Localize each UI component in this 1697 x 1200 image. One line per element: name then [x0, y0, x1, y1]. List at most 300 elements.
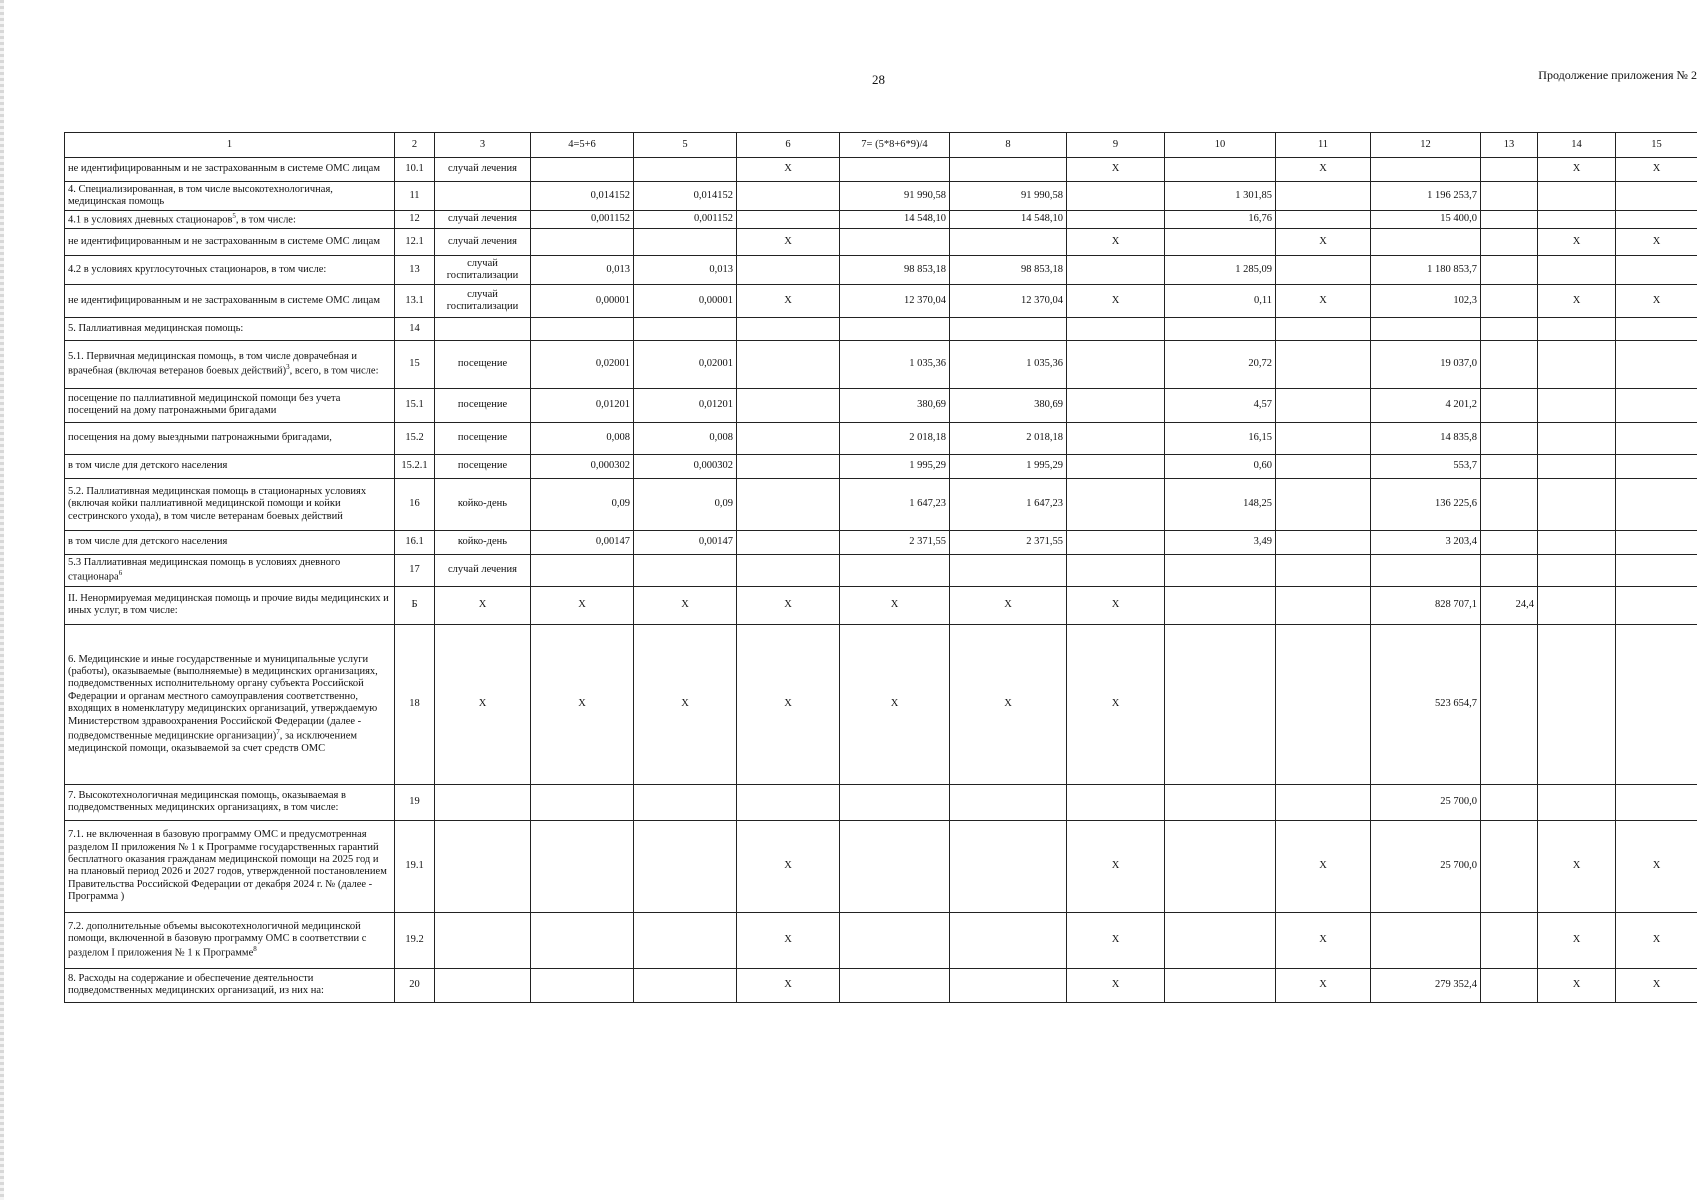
- value-cell-c5: [634, 820, 737, 912]
- value-cell-c11: [1276, 255, 1371, 284]
- value-cell-c9: [1067, 554, 1165, 586]
- value-cell-c5: 0,000302: [634, 454, 737, 478]
- value-cell-c6: [737, 340, 840, 388]
- unit-cell: случай госпитализации: [435, 284, 531, 317]
- value-cell-c10: 16,76: [1165, 211, 1276, 229]
- value-cell-c6: [737, 554, 840, 586]
- value-cell-c7: [840, 912, 950, 968]
- value-cell-c11: [1276, 182, 1371, 211]
- value-cell-c7: 2 018,18: [840, 422, 950, 454]
- value-cell-c11: X: [1276, 158, 1371, 182]
- column-number: 10: [1165, 133, 1276, 158]
- value-cell-c9: [1067, 530, 1165, 554]
- value-cell-c6: [737, 530, 840, 554]
- row-code: 19.2: [395, 912, 435, 968]
- value-cell-c9: [1067, 340, 1165, 388]
- row-description: 4.2 в условиях круглосуточных стационаров, в том числе:: [65, 255, 395, 284]
- value-cell-c14: X: [1538, 284, 1616, 317]
- value-cell-c7: 1 995,29: [840, 454, 950, 478]
- row-code: 13.1: [395, 284, 435, 317]
- value-cell-c11: [1276, 211, 1371, 229]
- value-cell-c15: [1616, 422, 1697, 454]
- value-cell-c4: 0,014152: [531, 182, 634, 211]
- column-number: 3: [435, 133, 531, 158]
- data-table: [64, 132, 1697, 1003]
- value-cell-c10: [1165, 968, 1276, 1002]
- column-number: 12: [1371, 133, 1481, 158]
- value-cell-c15: X: [1616, 820, 1697, 912]
- value-cell-c7: 380,69: [840, 388, 950, 422]
- row-description: 6. Медицинские и иные государственные и муниципальные услуги (работы), оказываемые (выполняемые) в медицинских организациях, подведомственных исполнительному органу субъекта Российской Федерации и органам местного самоуправления соответственно, входящих в номенклатуру медицинских организаций, утверждаемую Министерством здравоохранения Российской Федерации (далее - подведомственные медицинские организации)$^7$, за исключением медицинской помощи, оказываемой за счет средств ОМС: [65, 624, 395, 784]
- footnote-mark: 8: [253, 945, 257, 954]
- value-cell-c8: [950, 158, 1067, 182]
- row-description: 5.1. Первичная медицинская помощь, в том числе доврачебная и врачебная (включая ветеранов боевых действий)$^3$, всего, в том числе:: [65, 340, 395, 388]
- table-row: [65, 912, 1697, 968]
- value-cell-c4: X: [531, 624, 634, 784]
- value-cell-c6: [737, 422, 840, 454]
- unit-cell: случай лечения: [435, 554, 531, 586]
- value-cell-c14: [1538, 317, 1616, 340]
- table-row: [65, 968, 1697, 1002]
- value-cell-c5: 0,013: [634, 255, 737, 284]
- value-cell-c8: 14 548,10: [950, 211, 1067, 229]
- value-cell-c15: [1616, 554, 1697, 586]
- footnote-mark: 7: [276, 727, 280, 736]
- value-cell-c13: [1481, 624, 1538, 784]
- value-cell-c4: [531, 554, 634, 586]
- value-cell-c5: X: [634, 624, 737, 784]
- column-number-row: [65, 133, 1697, 158]
- value-cell-c8: 1 035,36: [950, 340, 1067, 388]
- value-cell-c13: [1481, 388, 1538, 422]
- value-cell-c4: [531, 912, 634, 968]
- value-cell-c14: X: [1538, 968, 1616, 1002]
- row-code: 14: [395, 317, 435, 340]
- value-cell-c14: [1538, 454, 1616, 478]
- value-cell-c6: [737, 211, 840, 229]
- value-cell-c8: 91 990,58: [950, 182, 1067, 211]
- value-cell-c15: [1616, 255, 1697, 284]
- value-cell-c11: [1276, 478, 1371, 530]
- value-cell-c11: [1276, 340, 1371, 388]
- value-cell-c14: [1538, 388, 1616, 422]
- row-description: в том числе для детского населения: [65, 530, 395, 554]
- unit-cell: [435, 182, 531, 211]
- footnote-mark: 6: [118, 569, 123, 578]
- value-cell-c9: [1067, 211, 1165, 229]
- value-cell-c9: [1067, 255, 1165, 284]
- value-cell-c5: 0,09: [634, 478, 737, 530]
- row-description: 7. Высокотехнологичная медицинская помощь, оказываемая в подведомственных медицинских организациях, в том числе:: [65, 784, 395, 820]
- value-cell-c11: [1276, 422, 1371, 454]
- value-cell-c12: 25 700,0: [1371, 820, 1481, 912]
- value-cell-c6: X: [737, 912, 840, 968]
- value-cell-c6: [737, 388, 840, 422]
- row-description: II. Ненормируемая медицинская помощь и прочие виды медицинских и иных услуг, в том числе:: [65, 586, 395, 624]
- value-cell-c7: X: [840, 624, 950, 784]
- table-row: [65, 784, 1697, 820]
- value-cell-c4: 0,000302: [531, 454, 634, 478]
- value-cell-c14: [1538, 182, 1616, 211]
- table-row: [65, 158, 1697, 182]
- value-cell-c4: [531, 968, 634, 1002]
- value-cell-c13: [1481, 182, 1538, 211]
- unit-cell: [435, 968, 531, 1002]
- value-cell-c4: 0,09: [531, 478, 634, 530]
- value-cell-c6: X: [737, 228, 840, 255]
- row-description: 7.2. дополнительные объемы высокотехнологичной медицинской помощи, включенной в базовую программу ОМС в соответствии с разделом I приложения № 1 к Программе$^8$: [65, 912, 395, 968]
- value-cell-c7: [840, 317, 950, 340]
- unit-cell: [435, 317, 531, 340]
- table-row: [65, 255, 1697, 284]
- value-cell-c14: [1538, 554, 1616, 586]
- value-cell-c13: [1481, 820, 1538, 912]
- value-cell-c7: 1 647,23: [840, 478, 950, 530]
- value-cell-c7: 1 035,36: [840, 340, 950, 388]
- value-cell-c14: [1538, 422, 1616, 454]
- value-cell-c9: X: [1067, 586, 1165, 624]
- column-number: 2: [395, 133, 435, 158]
- value-cell-c6: X: [737, 586, 840, 624]
- value-cell-c12: [1371, 317, 1481, 340]
- value-cell-c6: X: [737, 158, 840, 182]
- value-cell-c5: 0,02001: [634, 340, 737, 388]
- value-cell-c6: [737, 478, 840, 530]
- value-cell-c15: [1616, 211, 1697, 229]
- value-cell-c10: 0,11: [1165, 284, 1276, 317]
- value-cell-c14: [1538, 586, 1616, 624]
- value-cell-c11: [1276, 586, 1371, 624]
- value-cell-c15: [1616, 530, 1697, 554]
- value-cell-c14: X: [1538, 228, 1616, 255]
- value-cell-c13: [1481, 478, 1538, 530]
- row-description: 5. Паллиативная медицинская помощь:: [65, 317, 395, 340]
- value-cell-c9: X: [1067, 912, 1165, 968]
- row-description: в том числе для детского населения: [65, 454, 395, 478]
- value-cell-c6: [737, 182, 840, 211]
- row-code: 20: [395, 968, 435, 1002]
- value-cell-c11: [1276, 624, 1371, 784]
- value-cell-c5: [634, 317, 737, 340]
- row-description: не идентифицированным и не застрахованным в системе ОМС лицам: [65, 284, 395, 317]
- value-cell-c6: [737, 454, 840, 478]
- value-cell-c14: X: [1538, 912, 1616, 968]
- value-cell-c15: X: [1616, 284, 1697, 317]
- value-cell-c7: [840, 784, 950, 820]
- value-cell-c5: [634, 228, 737, 255]
- value-cell-c13: [1481, 554, 1538, 586]
- value-cell-c11: X: [1276, 820, 1371, 912]
- row-code: 18: [395, 624, 435, 784]
- value-cell-c10: [1165, 158, 1276, 182]
- value-cell-c12: 3 203,4: [1371, 530, 1481, 554]
- value-cell-c9: [1067, 317, 1165, 340]
- value-cell-c12: 25 700,0: [1371, 784, 1481, 820]
- row-code: 15.2: [395, 422, 435, 454]
- value-cell-c10: [1165, 912, 1276, 968]
- value-cell-c5: 0,014152: [634, 182, 737, 211]
- table-row: [65, 422, 1697, 454]
- row-code: 16.1: [395, 530, 435, 554]
- value-cell-c5: X: [634, 586, 737, 624]
- column-number: 7= (5*8+6*9)/4: [840, 133, 950, 158]
- value-cell-c4: 0,01201: [531, 388, 634, 422]
- continuation-label: Продолжение приложения № 2: [1538, 68, 1697, 82]
- value-cell-c4: 0,00147: [531, 530, 634, 554]
- value-cell-c7: [840, 554, 950, 586]
- value-cell-c6: [737, 784, 840, 820]
- row-code: 12.1: [395, 228, 435, 255]
- value-cell-c5: 0,00001: [634, 284, 737, 317]
- value-cell-c6: X: [737, 624, 840, 784]
- value-cell-c4: 0,008: [531, 422, 634, 454]
- column-number: 8: [950, 133, 1067, 158]
- value-cell-c9: X: [1067, 228, 1165, 255]
- value-cell-c6: [737, 255, 840, 284]
- unit-cell: посещение: [435, 340, 531, 388]
- row-code: 19.1: [395, 820, 435, 912]
- value-cell-c4: [531, 228, 634, 255]
- value-cell-c15: X: [1616, 228, 1697, 255]
- value-cell-c10: 16,15: [1165, 422, 1276, 454]
- column-number: 11: [1276, 133, 1371, 158]
- value-cell-c9: X: [1067, 968, 1165, 1002]
- table-row: [65, 388, 1697, 422]
- row-description: 8. Расходы на содержание и обеспечение деятельности подведомственных медицинских организаций, из них на:: [65, 968, 395, 1002]
- value-cell-c15: X: [1616, 968, 1697, 1002]
- value-cell-c9: [1067, 454, 1165, 478]
- unit-cell: койко-день: [435, 478, 531, 530]
- value-cell-c11: [1276, 530, 1371, 554]
- value-cell-c12: [1371, 158, 1481, 182]
- value-cell-c12: [1371, 912, 1481, 968]
- value-cell-c4: X: [531, 586, 634, 624]
- value-cell-c4: 0,02001: [531, 340, 634, 388]
- value-cell-c15: [1616, 624, 1697, 784]
- value-cell-c5: [634, 912, 737, 968]
- value-cell-c5: 0,008: [634, 422, 737, 454]
- value-cell-c15: X: [1616, 912, 1697, 968]
- row-code: 17: [395, 554, 435, 586]
- column-number: 9: [1067, 133, 1165, 158]
- value-cell-c8: 98 853,18: [950, 255, 1067, 284]
- row-code: 11: [395, 182, 435, 211]
- value-cell-c6: X: [737, 820, 840, 912]
- value-cell-c9: [1067, 784, 1165, 820]
- value-cell-c10: 4,57: [1165, 388, 1276, 422]
- row-code: 15.1: [395, 388, 435, 422]
- row-description: 5.3 Паллиативная медицинская помощь в условиях дневного стационара$^6$: [65, 554, 395, 586]
- value-cell-c15: [1616, 182, 1697, 211]
- value-cell-c6: X: [737, 968, 840, 1002]
- value-cell-c11: X: [1276, 968, 1371, 1002]
- table-row: [65, 454, 1697, 478]
- value-cell-c10: 148,25: [1165, 478, 1276, 530]
- unit-cell: посещение: [435, 422, 531, 454]
- value-cell-c10: 1 285,09: [1165, 255, 1276, 284]
- value-cell-c15: X: [1616, 158, 1697, 182]
- value-cell-c12: 102,3: [1371, 284, 1481, 317]
- value-cell-c8: 2 018,18: [950, 422, 1067, 454]
- value-cell-c13: [1481, 158, 1538, 182]
- value-cell-c12: 828 707,1: [1371, 586, 1481, 624]
- value-cell-c5: 0,001152: [634, 211, 737, 229]
- value-cell-c7: X: [840, 586, 950, 624]
- unit-cell: [435, 820, 531, 912]
- row-description: 5.2. Паллиативная медицинская помощь в стационарных условиях (включая койки паллиативной медицинской помощи и койки сестринского ухода), в том числе ветеранам боевых действий: [65, 478, 395, 530]
- value-cell-c14: [1538, 530, 1616, 554]
- value-cell-c13: [1481, 912, 1538, 968]
- value-cell-c12: 279 352,4: [1371, 968, 1481, 1002]
- value-cell-c12: 1 180 853,7: [1371, 255, 1481, 284]
- value-cell-c10: [1165, 586, 1276, 624]
- column-number: 1: [65, 133, 395, 158]
- row-code: 10.1: [395, 158, 435, 182]
- row-code: 15: [395, 340, 435, 388]
- unit-cell: [435, 912, 531, 968]
- value-cell-c6: [737, 317, 840, 340]
- value-cell-c8: [950, 820, 1067, 912]
- value-cell-c7: 12 370,04: [840, 284, 950, 317]
- table-row: [65, 340, 1697, 388]
- value-cell-c13: [1481, 317, 1538, 340]
- value-cell-c4: 0,013: [531, 255, 634, 284]
- value-cell-c12: 136 225,6: [1371, 478, 1481, 530]
- value-cell-c4: [531, 317, 634, 340]
- table-row: [65, 530, 1697, 554]
- value-cell-c9: X: [1067, 820, 1165, 912]
- value-cell-c11: [1276, 388, 1371, 422]
- unit-cell: случай лечения: [435, 228, 531, 255]
- column-number: 13: [1481, 133, 1538, 158]
- value-cell-c13: [1481, 284, 1538, 317]
- row-description: посещение по паллиативной медицинской помощи без учета посещений на дому патронажными бригадами: [65, 388, 395, 422]
- table-row: [65, 284, 1697, 317]
- row-code: 15.2.1: [395, 454, 435, 478]
- value-cell-c10: 3,49: [1165, 530, 1276, 554]
- table-row: [65, 478, 1697, 530]
- value-cell-c15: [1616, 454, 1697, 478]
- value-cell-c7: [840, 968, 950, 1002]
- value-cell-c11: [1276, 554, 1371, 586]
- value-cell-c7: 2 371,55: [840, 530, 950, 554]
- value-cell-c14: [1538, 784, 1616, 820]
- unit-cell: посещение: [435, 388, 531, 422]
- row-code: 12: [395, 211, 435, 229]
- value-cell-c14: [1538, 255, 1616, 284]
- value-cell-c5: [634, 968, 737, 1002]
- value-cell-c12: 19 037,0: [1371, 340, 1481, 388]
- value-cell-c8: 12 370,04: [950, 284, 1067, 317]
- value-cell-c13: [1481, 340, 1538, 388]
- value-cell-c8: [950, 784, 1067, 820]
- value-cell-c14: X: [1538, 820, 1616, 912]
- value-cell-c10: 1 301,85: [1165, 182, 1276, 211]
- value-cell-c13: [1481, 530, 1538, 554]
- value-cell-c10: [1165, 228, 1276, 255]
- value-cell-c15: [1616, 340, 1697, 388]
- unit-cell: случай лечения: [435, 211, 531, 229]
- value-cell-c12: 4 201,2: [1371, 388, 1481, 422]
- value-cell-c8: 1 995,29: [950, 454, 1067, 478]
- row-description: 4. Специализированная, в том числе высокотехнологичная, медицинская помощь: [65, 182, 395, 211]
- value-cell-c8: [950, 228, 1067, 255]
- table-row: [65, 624, 1697, 784]
- value-cell-c7: 14 548,10: [840, 211, 950, 229]
- unit-cell: посещение: [435, 454, 531, 478]
- row-code: 16: [395, 478, 435, 530]
- value-cell-c4: 0,001152: [531, 211, 634, 229]
- value-cell-c9: X: [1067, 624, 1165, 784]
- value-cell-c12: 15 400,0: [1371, 211, 1481, 229]
- table-row: [65, 317, 1697, 340]
- value-cell-c5: [634, 784, 737, 820]
- column-number: 6: [737, 133, 840, 158]
- value-cell-c8: 380,69: [950, 388, 1067, 422]
- value-cell-c9: [1067, 182, 1165, 211]
- row-description: не идентифицированным и не застрахованным в системе ОМС лицам: [65, 158, 395, 182]
- value-cell-c8: [950, 317, 1067, 340]
- column-number: 14: [1538, 133, 1616, 158]
- value-cell-c13: [1481, 968, 1538, 1002]
- row-code: Б: [395, 586, 435, 624]
- value-cell-c11: X: [1276, 228, 1371, 255]
- value-cell-c15: [1616, 478, 1697, 530]
- unit-cell: [435, 784, 531, 820]
- row-description: не идентифицированным и не застрахованным в системе ОМС лицам: [65, 228, 395, 255]
- value-cell-c5: 0,00147: [634, 530, 737, 554]
- unit-cell: X: [435, 624, 531, 784]
- row-code: 19: [395, 784, 435, 820]
- value-cell-c15: [1616, 388, 1697, 422]
- value-cell-c12: 14 835,8: [1371, 422, 1481, 454]
- value-cell-c8: X: [950, 586, 1067, 624]
- unit-cell: койко-день: [435, 530, 531, 554]
- value-cell-c8: 1 647,23: [950, 478, 1067, 530]
- value-cell-c13: [1481, 422, 1538, 454]
- value-cell-c9: X: [1067, 284, 1165, 317]
- value-cell-c7: 91 990,58: [840, 182, 950, 211]
- value-cell-c7: [840, 820, 950, 912]
- value-cell-c14: [1538, 624, 1616, 784]
- table-row: [65, 211, 1697, 229]
- value-cell-c8: X: [950, 624, 1067, 784]
- value-cell-c4: [531, 784, 634, 820]
- value-cell-c9: [1067, 478, 1165, 530]
- value-cell-c7: [840, 158, 950, 182]
- value-cell-c12: 1 196 253,7: [1371, 182, 1481, 211]
- scan-edge: [0, 0, 4, 1200]
- value-cell-c8: [950, 912, 1067, 968]
- value-cell-c9: [1067, 422, 1165, 454]
- value-cell-c11: [1276, 784, 1371, 820]
- column-number: 5: [634, 133, 737, 158]
- value-cell-c4: 0,00001: [531, 284, 634, 317]
- row-code: 13: [395, 255, 435, 284]
- value-cell-c10: [1165, 554, 1276, 586]
- unit-cell: случай лечения: [435, 158, 531, 182]
- value-cell-c4: [531, 158, 634, 182]
- row-description: посещения на дому выездными патронажными бригадами,: [65, 422, 395, 454]
- value-cell-c8: 2 371,55: [950, 530, 1067, 554]
- value-cell-c13: [1481, 211, 1538, 229]
- value-cell-c12: [1371, 554, 1481, 586]
- value-cell-c12: 523 654,7: [1371, 624, 1481, 784]
- table-row: [65, 820, 1697, 912]
- row-description: 4.1 в условиях дневных стационаров$^5$, в том числе:: [65, 211, 395, 229]
- value-cell-c10: 0,60: [1165, 454, 1276, 478]
- value-cell-c5: 0,01201: [634, 388, 737, 422]
